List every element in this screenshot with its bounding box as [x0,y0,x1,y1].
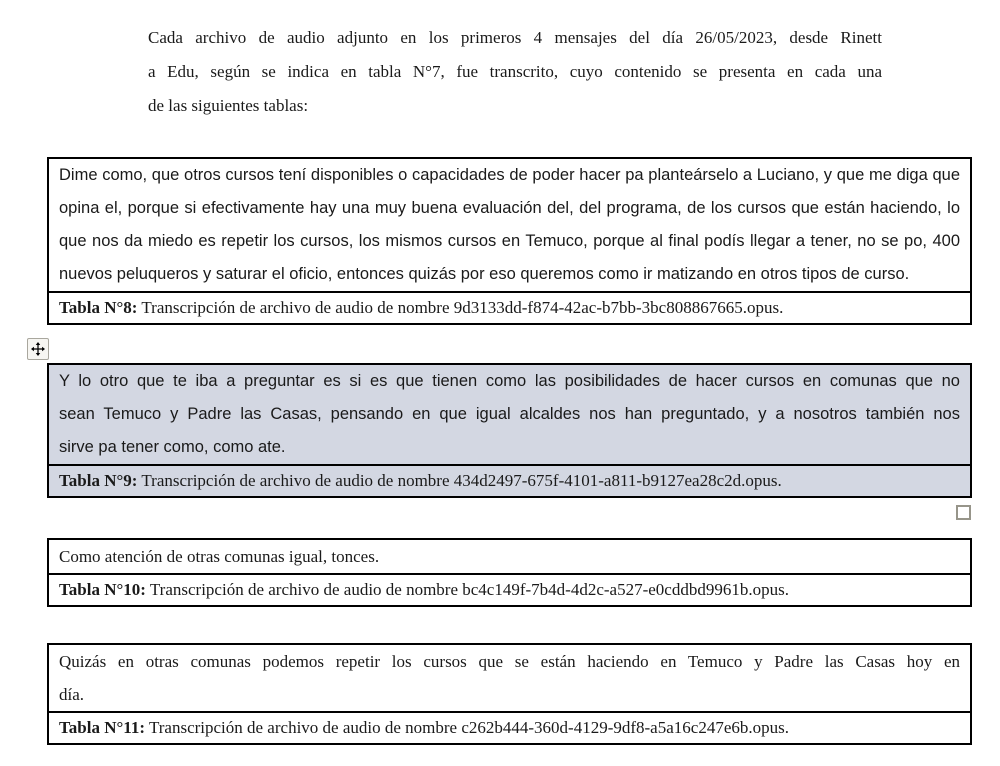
table-9-body-cell[interactable] [49,365,970,466]
transcription-table-8 [47,157,972,325]
table-10-body-cell[interactable] [49,540,970,575]
transcription-line: que nos da miedo es repetir los cursos, los mismos cursos en Temuco, porque al final podís llegar a tener, no se po, 400 [59,232,960,250]
transcription-line: Quizás en otras comunas podemos repetir los cursos que se están haciendo en Temuco y Padre las Casas hoy en [59,652,960,671]
transcription-line: sean Temuco y Padre las Casas, pensando en que igual alcaldes nos han preguntado, y a nosotros también nos [59,405,960,423]
table-8-body-cell[interactable] [49,159,970,293]
table-caption-text: Transcripción de archivo de audio de nombre bc4c149f-7b4d-4d2c-a527-e0cddbd9961b.opus. [145,580,789,599]
table-9-caption-cell[interactable] [49,466,970,496]
intro-line: a Edu, según se indica en tabla N°7, fue transcrito, cuyo contenido se presenta en cada una [148,62,882,81]
table-11-body-cell[interactable] [49,645,970,713]
transcription-table-9 [47,363,972,498]
intro-line: de las siguientes tablas: [148,96,309,115]
table-move-handle[interactable] [27,338,49,360]
intro-paragraph[interactable] [148,21,882,123]
table-caption-text: Transcripción de archivo de audio de nombre c262b444-360d-4129-9df8-a5a16c247e6b.opus. [145,718,789,737]
table-caption-label: Tabla N°11: [59,718,146,737]
table-caption-label: Tabla N°10: [59,580,146,599]
transcription-line: sirve pa tener como, como ate. [59,438,286,456]
table-caption-text: Transcripción de archivo de audio de nombre 434d2497-675f-4101-a811-b9127ea28c2d.opus. [137,471,782,490]
table-11-caption-cell[interactable] [49,713,970,743]
transcription-line: día. [59,685,85,704]
transcription-table-10 [47,538,972,607]
transcription-line: Dime como, que otros cursos tení disponibles o capacidades de poder hacer pa planteárselo a Luciano, y que me diga que [59,166,960,184]
table-caption-label: Tabla N°9: [59,471,138,490]
transcription-line: Como atención de otras comunas igual, tonces. [59,547,380,566]
table-caption-label: Tabla N°8: [59,298,138,317]
four-way-move-arrows-icon [31,342,45,356]
transcription-table-11 [47,643,972,745]
transcription-line: nuevos peluqueros y saturar el oficio, entonces quizás por eso queremos como ir matizando en otros tipos de curso. [59,265,910,283]
intro-line: Cada archivo de audio adjunto en los primeros 4 mensajes del día 26/05/2023, desde Rinett [148,28,882,47]
table-resize-handle[interactable] [956,505,971,520]
table-caption-text: Transcripción de archivo de audio de nombre 9d3133dd-f874-42ac-b7bb-3bc808867665.opus. [137,298,784,317]
table-8-caption-cell[interactable] [49,293,970,323]
transcription-line: opina el, porque si efectivamente hay una muy buena evaluación del, del programa, de los cursos que están haciendo, lo [59,199,960,217]
transcription-line: Y lo otro que te iba a preguntar es si es que tienen como las posibilidades de hacer cursos en comunas que no [59,372,960,390]
table-10-caption-cell[interactable] [49,575,970,605]
